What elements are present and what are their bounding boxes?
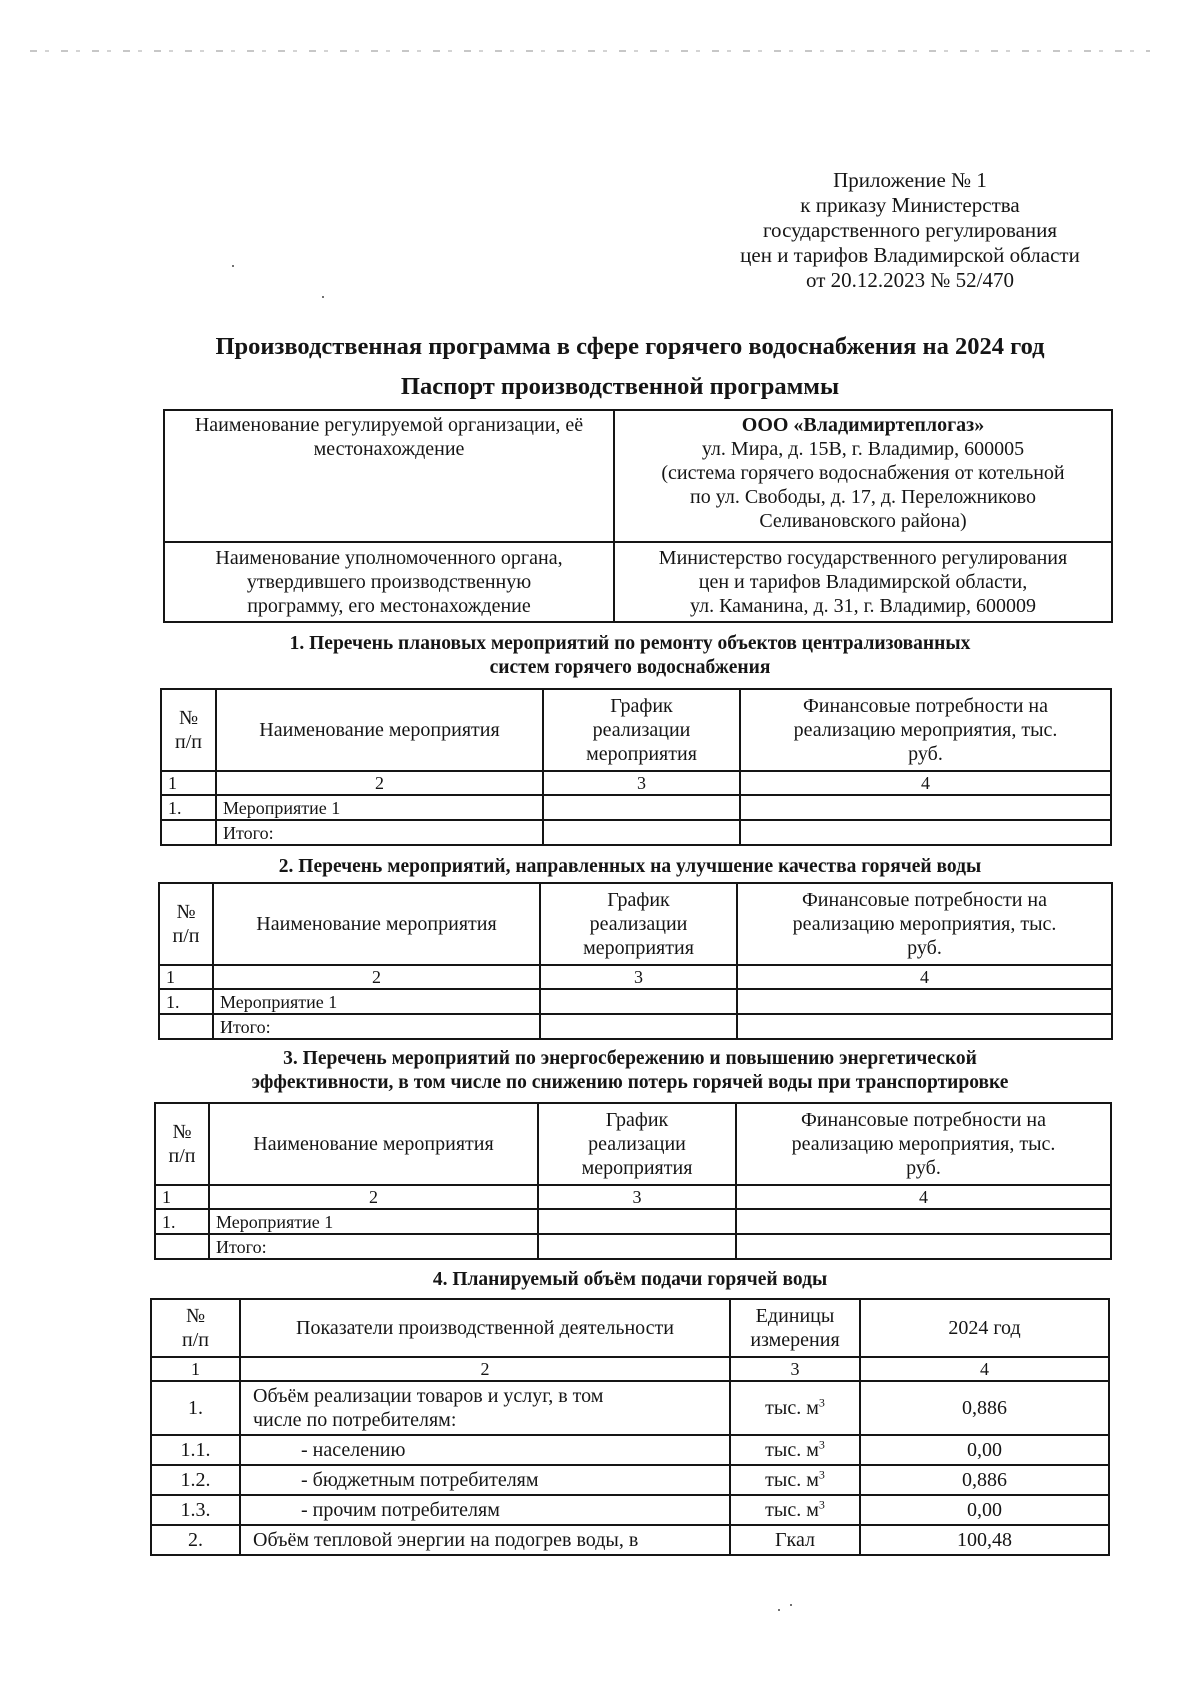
header-text: измерения (750, 1329, 840, 1351)
authority-label-line: утвердившего производственную (246, 571, 532, 593)
index-cell: 3 (730, 1357, 860, 1381)
col-header-num (151, 1299, 240, 1357)
authority-label-cell (164, 542, 614, 622)
col-header-units (730, 1299, 860, 1357)
row-value: 0,00 (860, 1495, 1109, 1525)
row-indicator (240, 1435, 730, 1465)
indicator-text: - бюджетным потребителям (301, 1469, 539, 1491)
header-text: п/п (182, 1329, 209, 1351)
empty-cell (159, 1014, 213, 1039)
unit-text: тыс. м (765, 1439, 819, 1461)
index-cell: 4 (736, 1185, 1111, 1209)
header-text: № (172, 1121, 192, 1143)
table-row (164, 542, 1112, 622)
empty-cell (740, 820, 1111, 845)
header-text: № (185, 1305, 206, 1327)
col-header-finance (737, 883, 1112, 965)
row-value: 0,886 (860, 1465, 1109, 1495)
empty-cell (540, 1014, 737, 1039)
total-row (161, 820, 1111, 845)
row-num: 1. (161, 795, 216, 820)
col-header-name: Наименование мероприятия (216, 689, 543, 771)
authority-label-line: Наименование уполномоченного органа, (215, 547, 563, 569)
scan-speck (322, 296, 324, 298)
indicator-text: числе по потребителям: (253, 1409, 457, 1431)
header-text: руб. (907, 937, 942, 959)
row-indicator (240, 1465, 730, 1495)
annex-line: к приказу Министерства (800, 193, 1020, 217)
row-unit (730, 1435, 860, 1465)
empty-cell (161, 820, 216, 845)
empty-cell (538, 1209, 736, 1234)
scan-speck (778, 1609, 780, 1611)
authority-value-line: ул. Каманина, д. 31, г. Владимир, 600009 (690, 595, 1036, 617)
table-row (151, 1495, 1109, 1525)
index-cell: 2 (216, 771, 543, 795)
header-text: реализацию мероприятия, тыс. (792, 913, 1057, 935)
section3-title-line: 3. Перечень мероприятий по энергосбережению и повышению энергетической (283, 1048, 977, 1069)
col-header-num (161, 689, 216, 771)
scan-speck (790, 1604, 792, 1606)
scan-speck (232, 265, 234, 267)
table-row (151, 1465, 1109, 1495)
annex-line: от 20.12.2023 № 52/470 (805, 268, 1015, 292)
header-text: мероприятия (581, 1157, 693, 1179)
unit-text: тыс. м (765, 1499, 819, 1521)
index-cell: 1 (155, 1185, 209, 1209)
org-name: ООО «Владимиртеплогаз» (741, 414, 985, 436)
row-num: 1. (155, 1209, 209, 1234)
org-label: Наименование регулируемой организации, её местонахождение (194, 414, 584, 460)
section3-title-line: эффективности, в том числе по снижению потерь горячей воды при транспортировке (251, 1072, 1009, 1093)
header-text: п/п (168, 1145, 196, 1167)
total-label: Итого: (209, 1234, 538, 1259)
row-num: 2. (151, 1525, 240, 1555)
header-text: Финансовые потребности на (803, 695, 1048, 717)
header-text: реализации (589, 913, 688, 935)
col-header-year: 2024 год (860, 1299, 1109, 1357)
col-header-num (155, 1103, 209, 1185)
table-header-row (159, 883, 1112, 965)
org-address: ул. Мира, д. 15В, г. Владимир, 600005 (701, 438, 1025, 460)
row-name: Мероприятие 1 (216, 795, 543, 820)
annex-header (690, 168, 1130, 293)
empty-cell (737, 1014, 1112, 1039)
table-header-row (161, 689, 1111, 771)
annex-line: государственного регулирования (762, 218, 1058, 242)
row-name: Мероприятие 1 (213, 989, 540, 1014)
header-text: Финансовые потребности на (801, 1109, 1046, 1131)
section2-title (150, 855, 1110, 879)
row-unit (730, 1525, 860, 1555)
unit-text: Гкал (774, 1529, 815, 1551)
col-header-schedule (543, 689, 740, 771)
section4-title-line: 4. Планируемый объём подачи горячей воды (432, 1269, 828, 1290)
header-text: руб. (906, 1157, 941, 1179)
total-row (159, 1014, 1112, 1039)
header-text: руб. (908, 743, 943, 765)
org-value-cell (614, 410, 1112, 542)
row-indicator (240, 1381, 730, 1435)
index-cell: 3 (538, 1185, 736, 1209)
index-cell: 1 (151, 1357, 240, 1381)
indicator-text: - прочим потребителям (301, 1499, 500, 1521)
row-indicator (240, 1525, 730, 1555)
header-text: № (176, 901, 196, 923)
index-cell: 3 (540, 965, 737, 989)
col-header-indicator: Показатели производственной деятельности (240, 1299, 730, 1357)
row-value: 0,00 (860, 1435, 1109, 1465)
section1-table (160, 688, 1112, 846)
passport-table (163, 409, 1113, 623)
header-text: мероприятия (586, 743, 697, 765)
col-header-schedule (540, 883, 737, 965)
header-text: Финансовые потребности на (802, 889, 1047, 911)
org-system-line: (система горячего водоснабжения от котельной (661, 462, 1065, 484)
header-text: График (605, 1109, 669, 1131)
col-header-num (159, 883, 213, 965)
unit-text: тыс. м (765, 1397, 819, 1419)
row-num: 1.1. (151, 1435, 240, 1465)
table-row (155, 1209, 1111, 1234)
scan-noise-line (30, 50, 1150, 52)
col-header-schedule (538, 1103, 736, 1185)
org-system-line: по ул. Свободы, д. 17, д. Переложниково (690, 486, 1036, 508)
org-label-cell (164, 410, 614, 542)
index-cell: 3 (543, 771, 740, 795)
index-cell: 2 (213, 965, 540, 989)
table-row (159, 989, 1112, 1014)
index-row (155, 1185, 1111, 1209)
col-header-name: Наименование мероприятия (213, 883, 540, 965)
header-text: п/п (175, 731, 202, 753)
row-unit (730, 1495, 860, 1525)
index-cell: 2 (240, 1357, 730, 1381)
table-row (164, 410, 1112, 542)
table-row (151, 1525, 1109, 1555)
index-row (159, 965, 1112, 989)
table-row (151, 1381, 1109, 1435)
indicator-text: Объём реализации товаров и услуг, в том (253, 1385, 604, 1407)
header-text: График (607, 889, 670, 911)
header-text: График (610, 695, 673, 717)
row-num: 1. (159, 989, 213, 1014)
indicator-text: - населению (301, 1439, 406, 1461)
section2-table (158, 882, 1113, 1040)
header-text: реализацию мероприятия, тыс. (793, 719, 1058, 741)
annex-line: цен и тарифов Владимирской области (740, 243, 1080, 267)
row-unit (730, 1465, 860, 1495)
unit-superscript: 3 (818, 1467, 825, 1482)
total-label: Итого: (216, 820, 543, 845)
empty-cell (736, 1209, 1111, 1234)
unit-superscript: 3 (818, 1497, 825, 1512)
passport-heading: Паспорт производственной программы (400, 373, 840, 400)
section4-title (150, 1268, 1110, 1292)
section1-title-line: 1. Перечень плановых мероприятий по ремонту объектов централизованных (289, 633, 971, 654)
empty-cell (736, 1234, 1111, 1259)
section1-title (150, 632, 1110, 680)
index-row (151, 1357, 1109, 1381)
total-row (155, 1234, 1111, 1259)
empty-cell (740, 795, 1111, 820)
index-row (161, 771, 1111, 795)
row-num: 1.2. (151, 1465, 240, 1495)
index-cell: 2 (209, 1185, 538, 1209)
table-header-row (151, 1299, 1109, 1357)
index-cell: 4 (740, 771, 1111, 795)
section1-title-line: систем горячего водоснабжения (489, 657, 771, 678)
empty-cell (543, 795, 740, 820)
authority-label-line: программу, его местонахождение (247, 595, 531, 617)
section2-title-line: 2. Перечень мероприятий, направленных на улучшение качества горячей воды (278, 856, 982, 877)
index-cell: 4 (737, 965, 1112, 989)
row-name: Мероприятие 1 (209, 1209, 538, 1234)
empty-cell (543, 820, 740, 845)
indicator-text: Объём тепловой энергии на подогрев воды, в (253, 1529, 639, 1551)
table-row (151, 1435, 1109, 1465)
header-text: Единицы (755, 1305, 835, 1327)
index-cell: 4 (860, 1357, 1109, 1381)
index-cell: 1 (161, 771, 216, 795)
col-header-finance (740, 689, 1111, 771)
header-text: реализацию мероприятия, тыс. (791, 1133, 1056, 1155)
authority-value-cell (614, 542, 1112, 622)
section3-table (154, 1102, 1112, 1260)
col-header-name: Наименование мероприятия (209, 1103, 538, 1185)
org-system-line: Селивановского района) (759, 510, 967, 532)
row-unit (730, 1381, 860, 1435)
authority-value-line: Министерство государственного регулирования (658, 547, 1068, 569)
authority-value-line: цен и тарифов Владимирской области, (698, 571, 1028, 593)
empty-cell (540, 989, 737, 1014)
row-value: 0,886 (860, 1381, 1109, 1435)
empty-cell (155, 1234, 209, 1259)
section3-title (150, 1047, 1110, 1095)
unit-superscript: 3 (818, 1395, 825, 1410)
header-text: реализации (588, 1133, 686, 1155)
document-title: Производственная программа в сфере горячего водоснабжения на 2024 год (215, 333, 1045, 360)
header-text: № (178, 707, 199, 729)
table-header-row (155, 1103, 1111, 1185)
row-indicator (240, 1495, 730, 1525)
annex-line: Приложение № 1 (833, 168, 987, 192)
header-text: п/п (172, 925, 200, 947)
table-row (161, 795, 1111, 820)
unit-superscript: 3 (818, 1437, 825, 1452)
empty-cell (737, 989, 1112, 1014)
row-num: 1. (151, 1381, 240, 1435)
empty-cell (538, 1234, 736, 1259)
total-label: Итого: (213, 1014, 540, 1039)
unit-text: тыс. м (765, 1469, 819, 1491)
row-value: 100,48 (860, 1525, 1109, 1555)
col-header-finance (736, 1103, 1111, 1185)
header-text: мероприятия (583, 937, 694, 959)
index-cell: 1 (159, 965, 213, 989)
row-num: 1.3. (151, 1495, 240, 1525)
section4-table (150, 1298, 1110, 1556)
header-text: реализации (592, 719, 691, 741)
